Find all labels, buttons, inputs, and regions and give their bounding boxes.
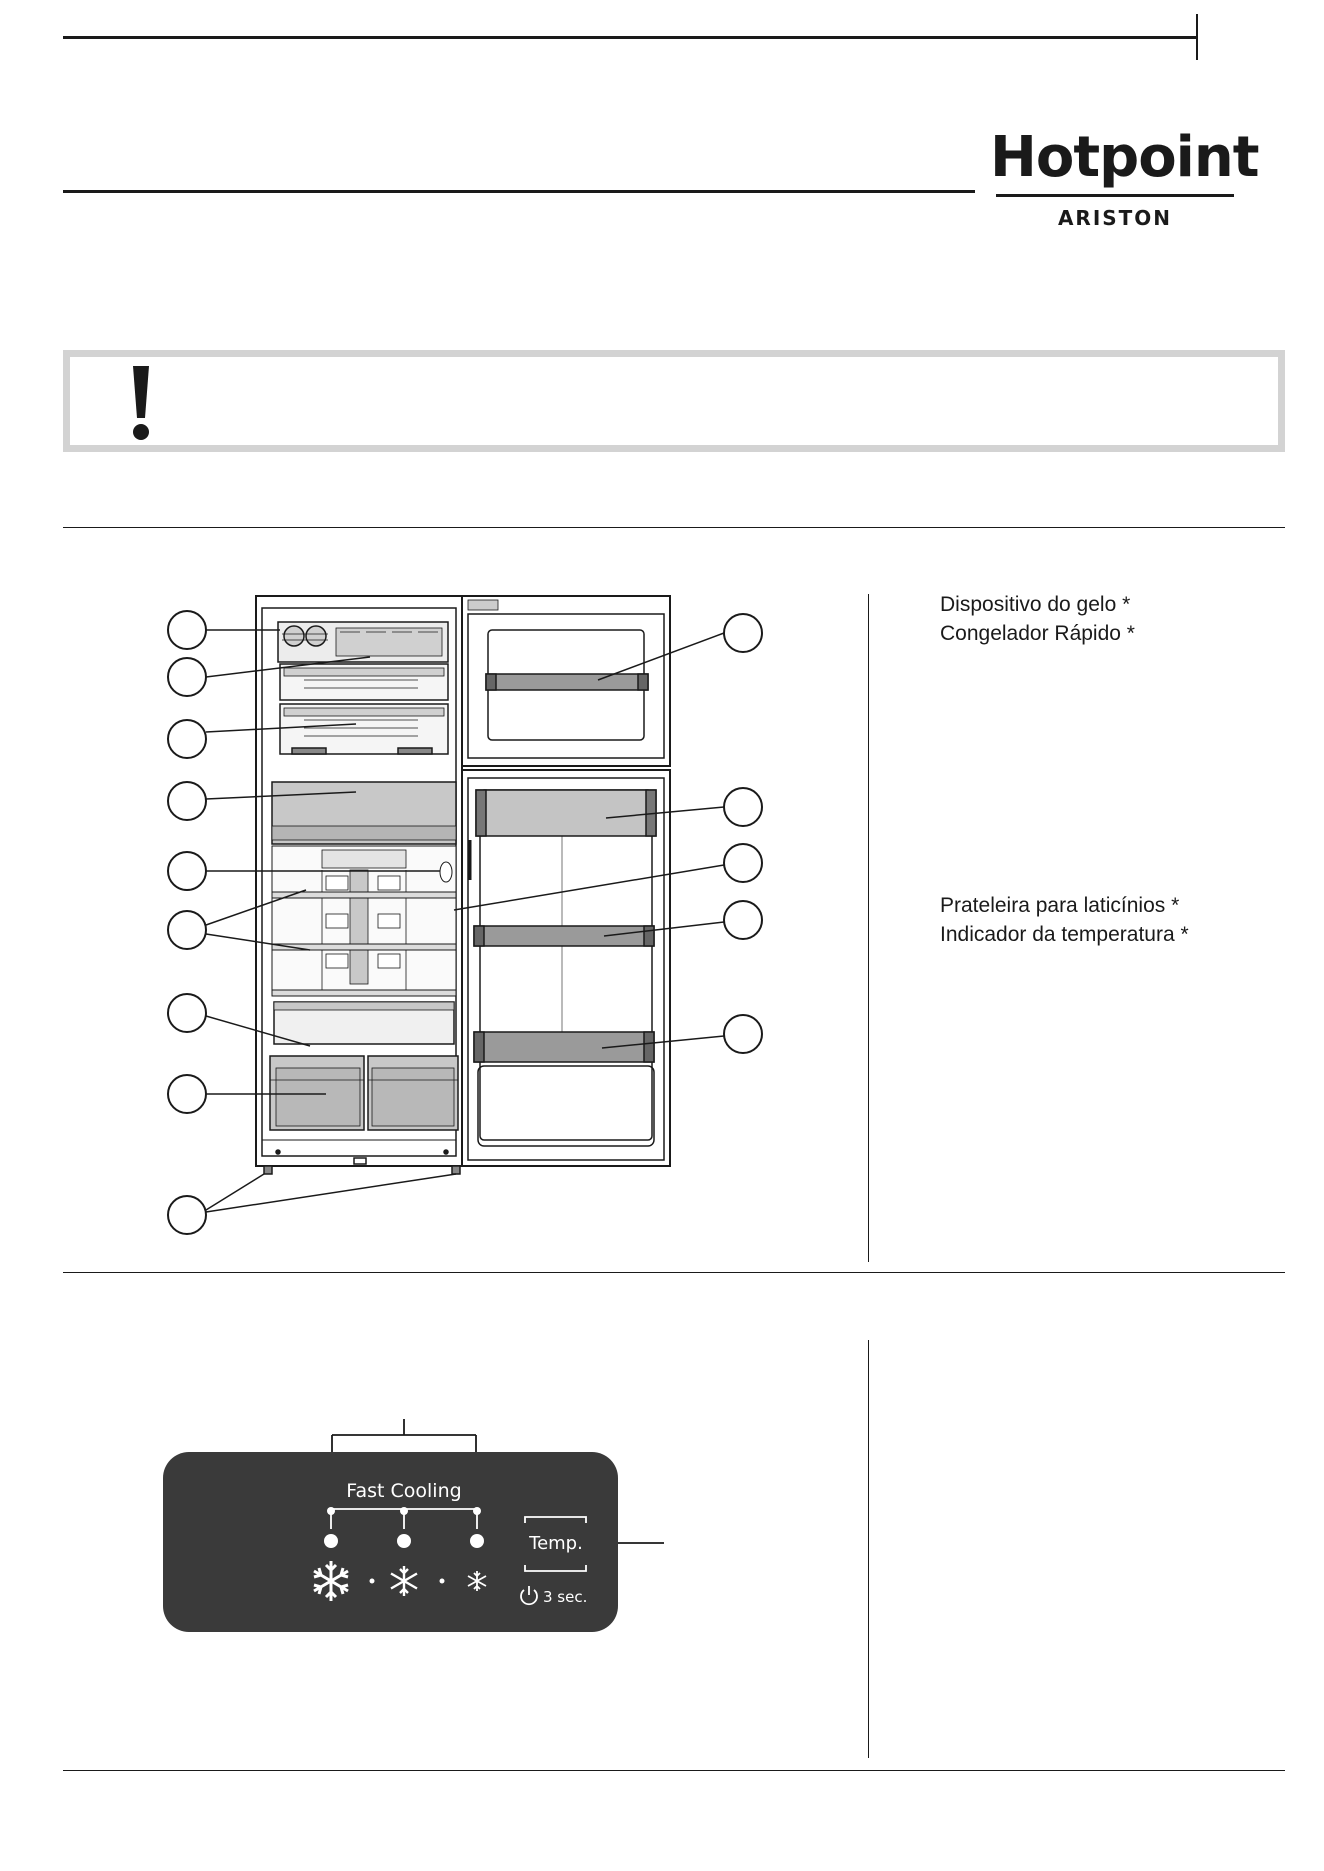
separator-dot-2: [440, 1579, 445, 1584]
brand-name: Hotpoint: [990, 125, 1259, 190]
header-rule: [63, 190, 975, 193]
indicator-dot-center: [400, 1507, 408, 1515]
fast-cooling-label: Fast Cooling: [346, 1480, 462, 1502]
legend-item-ice-device: Dispositivo do gelo *: [940, 593, 1131, 616]
indicator-dot-left: [327, 1507, 335, 1515]
top-rule: [63, 36, 1198, 39]
fridge-diagram: [150, 585, 770, 1245]
legend-bottom: [940, 891, 1189, 949]
column-rule-2: [868, 1340, 869, 1758]
legend-item-fast-freeze: Congelador Rápido *: [940, 622, 1135, 645]
legend-item-temperature-indicator: Indicador da temperatura *: [940, 923, 1189, 946]
brand-logo: [990, 125, 1259, 230]
indicator-dot-right: [473, 1507, 481, 1515]
led-center: [397, 1534, 411, 1548]
section-rule-3: [63, 1770, 1285, 1771]
top-right-tick: [1196, 14, 1198, 60]
section-rule-1: [63, 527, 1285, 528]
legend-item-dairy-shelf: Prateleira para laticínios *: [940, 894, 1180, 917]
separator-dot-1: [370, 1579, 375, 1584]
control-panel: [120, 1405, 700, 1665]
column-rule-1: [868, 594, 869, 1262]
timer-label: 3 sec.: [543, 1588, 588, 1606]
legend-top: [940, 590, 1135, 648]
temp-button[interactable]: Temp.: [529, 1533, 583, 1554]
led-left: [324, 1534, 338, 1548]
led-right: [470, 1534, 484, 1548]
brand-divider: [996, 194, 1234, 197]
warning-box: [63, 350, 1285, 452]
brand-subname: ARISTON: [1057, 206, 1173, 230]
exclamation-icon: [126, 366, 156, 440]
section-rule-2: [63, 1272, 1285, 1273]
